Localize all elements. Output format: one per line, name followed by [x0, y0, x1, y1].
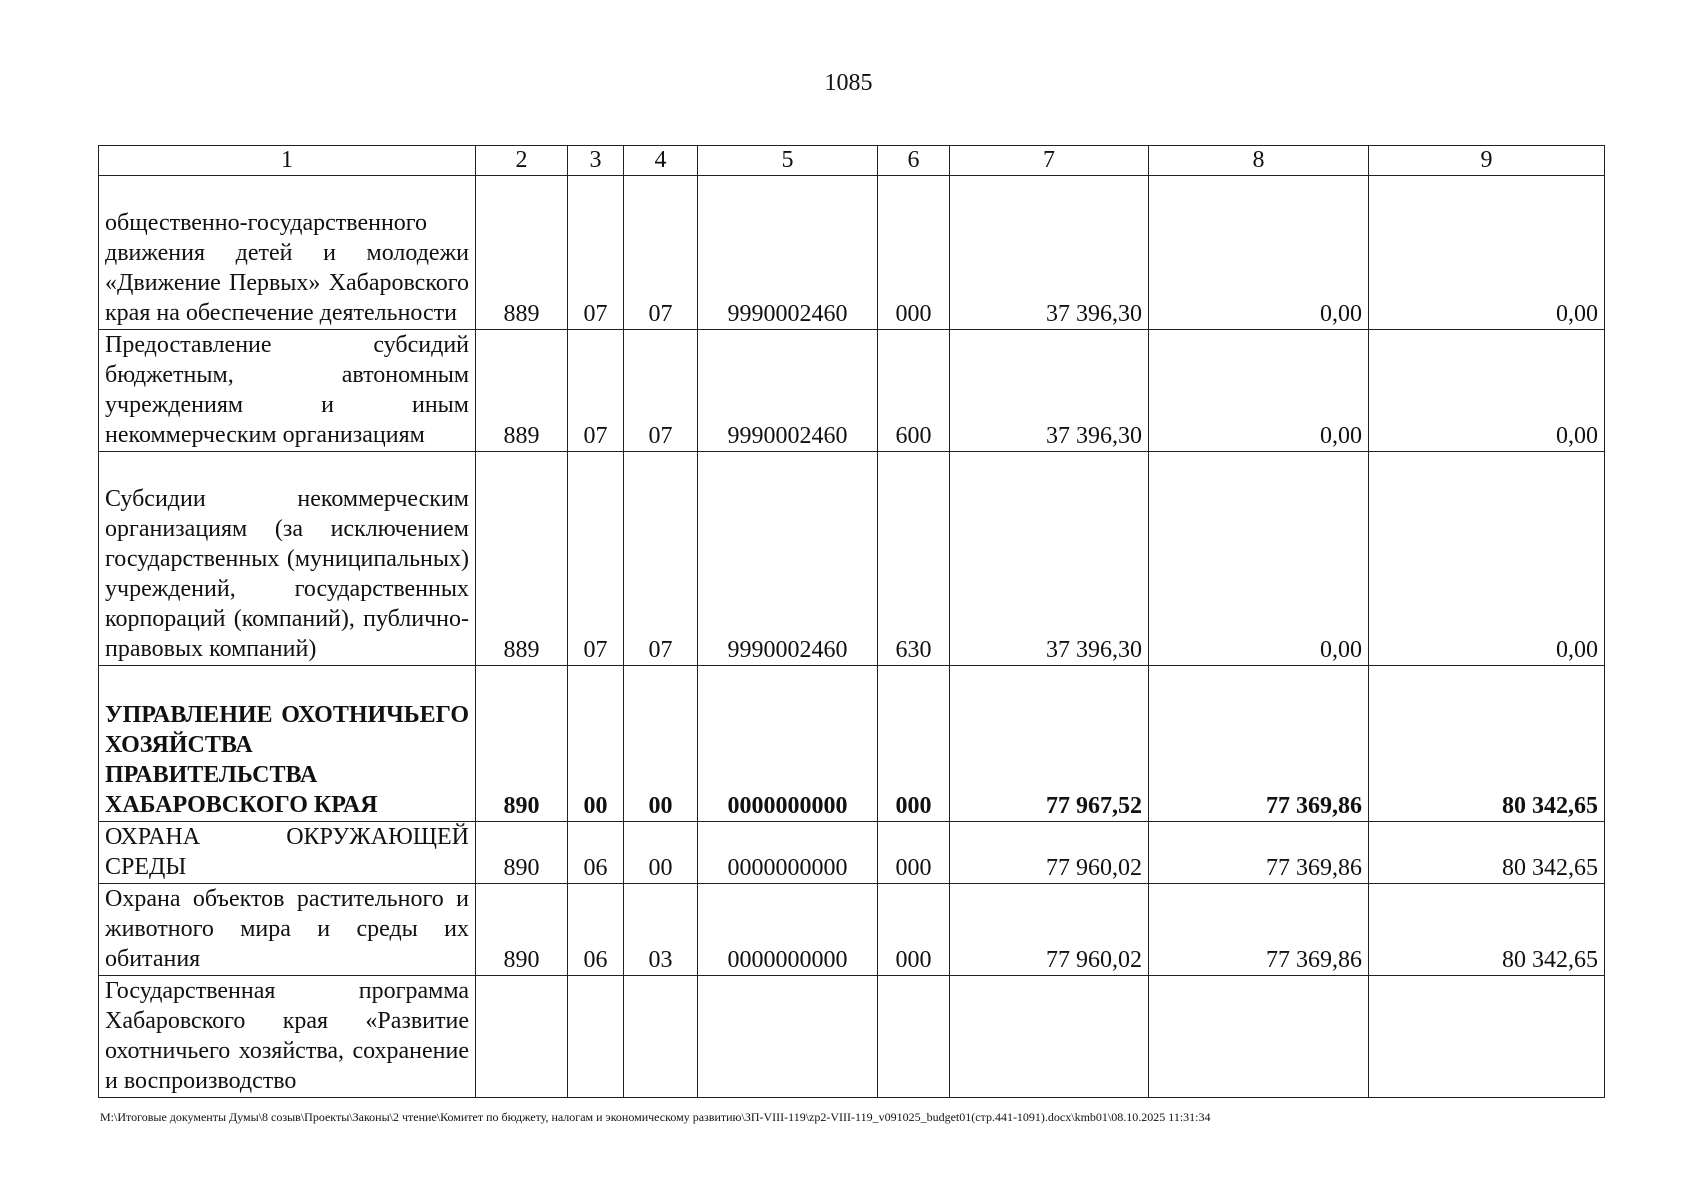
cell-amount-7: 77 960,02 [950, 822, 1149, 884]
cell-amount-7: 77 960,02 [950, 884, 1149, 976]
table-row [99, 452, 1605, 666]
cell-admin-code: 889 [476, 330, 568, 452]
table-row [99, 176, 1605, 330]
cell-expense-type: 000 [878, 884, 950, 976]
header-row [99, 146, 1605, 176]
cell-expense-type: 000 [878, 822, 950, 884]
cell-expense-type: 600 [878, 330, 950, 452]
cell-empty [476, 976, 568, 1098]
cell-admin-code: 890 [476, 822, 568, 884]
cell-subsection: 03 [624, 884, 698, 976]
cell-amount-8: 0,00 [1149, 330, 1369, 452]
header-col-8: 8 [1149, 146, 1369, 176]
cell-subsection: 00 [624, 666, 698, 822]
table-row [99, 884, 1605, 976]
cell-admin-code: 890 [476, 666, 568, 822]
cell-amount-7: 37 396,30 [950, 452, 1149, 666]
cell-amount-8: 0,00 [1149, 452, 1369, 666]
cell-expense-type: 000 [878, 666, 950, 822]
cell-amount-9: 0,00 [1369, 452, 1605, 666]
cell-amount-7: 37 396,30 [950, 330, 1149, 452]
header-col-2: 2 [476, 146, 568, 176]
header-col-1: 1 [99, 146, 476, 176]
header-col-9: 9 [1369, 146, 1605, 176]
cell-amount-9: 0,00 [1369, 330, 1605, 452]
page-number: 1085 [824, 70, 873, 96]
cell-amount-9: 0,00 [1369, 176, 1605, 330]
table-row [99, 976, 1605, 1098]
row-name: УПРАВЛЕНИЕ ОХОТНИЧЬЕГО ХОЗЯЙСТВА ПРАВИТЕЛЬСТВА ХАБАРОВСКОГО КРАЯ [99, 666, 476, 822]
file-path-footer: M:\Итоговые документы Думы\8 созыв\Проекты\Законы\2 чтение\Комитет по бюджету, налогам и экономическому развитию\ЗП-VIII-119\zp2-VIII-119_v091025_budget01(стр.441-1091).docx\kmb01\08.10.2025 11:31:34 [100, 1110, 1211, 1124]
table-row [99, 822, 1605, 884]
cell-subsection: 07 [624, 330, 698, 452]
cell-expense-type: 000 [878, 176, 950, 330]
row-name: Субсидии некоммерческим организациям (за исключением государственных (муниципальных) учреждений, государственных корпораций (компаний), публично-правовых компаний) [99, 452, 476, 666]
cell-admin-code: 889 [476, 452, 568, 666]
table-row [99, 666, 1605, 822]
cell-section: 07 [568, 330, 624, 452]
row-name: ОХРАНА ОКРУЖАЮЩЕЙ СРЕДЫ [99, 822, 476, 884]
header-col-4: 4 [624, 146, 698, 176]
table-row [99, 330, 1605, 452]
header-col-7: 7 [950, 146, 1149, 176]
cell-empty [878, 976, 950, 1098]
cell-empty [568, 976, 624, 1098]
row-name: Предоставление субсидий бюджетным, автономным учреждениям и иным некоммерческим организациям [99, 330, 476, 452]
row-name: Государственная программа Хабаровского края «Развитие охотничьего хозяйства, сохранение и воспроизводство [99, 976, 476, 1098]
cell-subsection: 00 [624, 822, 698, 884]
cell-empty [624, 976, 698, 1098]
cell-admin-code: 890 [476, 884, 568, 976]
cell-target-article: 9990002460 [698, 176, 878, 330]
cell-target-article: 0000000000 [698, 822, 878, 884]
cell-target-article: 0000000000 [698, 884, 878, 976]
budget-table [98, 145, 1605, 1098]
cell-amount-8: 77 369,86 [1149, 822, 1369, 884]
header-col-3: 3 [568, 146, 624, 176]
cell-expense-type: 630 [878, 452, 950, 666]
cell-empty [1149, 976, 1369, 1098]
cell-amount-9: 80 342,65 [1369, 884, 1605, 976]
cell-amount-9: 80 342,65 [1369, 666, 1605, 822]
cell-target-article: 9990002460 [698, 330, 878, 452]
header-col-6: 6 [878, 146, 950, 176]
cell-subsection: 07 [624, 176, 698, 330]
cell-amount-8: 0,00 [1149, 176, 1369, 330]
cell-amount-8: 77 369,86 [1149, 884, 1369, 976]
cell-empty [698, 976, 878, 1098]
cell-section: 06 [568, 884, 624, 976]
cell-section: 00 [568, 666, 624, 822]
cell-section: 07 [568, 452, 624, 666]
cell-amount-7: 77 967,52 [950, 666, 1149, 822]
row-name: Охрана объектов растительного и животного мира и среды их обитания [99, 884, 476, 976]
header-col-5: 5 [698, 146, 878, 176]
cell-section: 06 [568, 822, 624, 884]
cell-empty [1369, 976, 1605, 1098]
cell-empty [950, 976, 1149, 1098]
cell-target-article: 0000000000 [698, 666, 878, 822]
cell-amount-8: 77 369,86 [1149, 666, 1369, 822]
cell-section: 07 [568, 176, 624, 330]
cell-target-article: 9990002460 [698, 452, 878, 666]
cell-amount-9: 80 342,65 [1369, 822, 1605, 884]
cell-subsection: 07 [624, 452, 698, 666]
cell-amount-7: 37 396,30 [950, 176, 1149, 330]
cell-admin-code: 889 [476, 176, 568, 330]
row-name: общественно-государственного движения детей и молодежи «Движение Первых» Хабаровского края на обеспечение деятельности [99, 176, 476, 330]
